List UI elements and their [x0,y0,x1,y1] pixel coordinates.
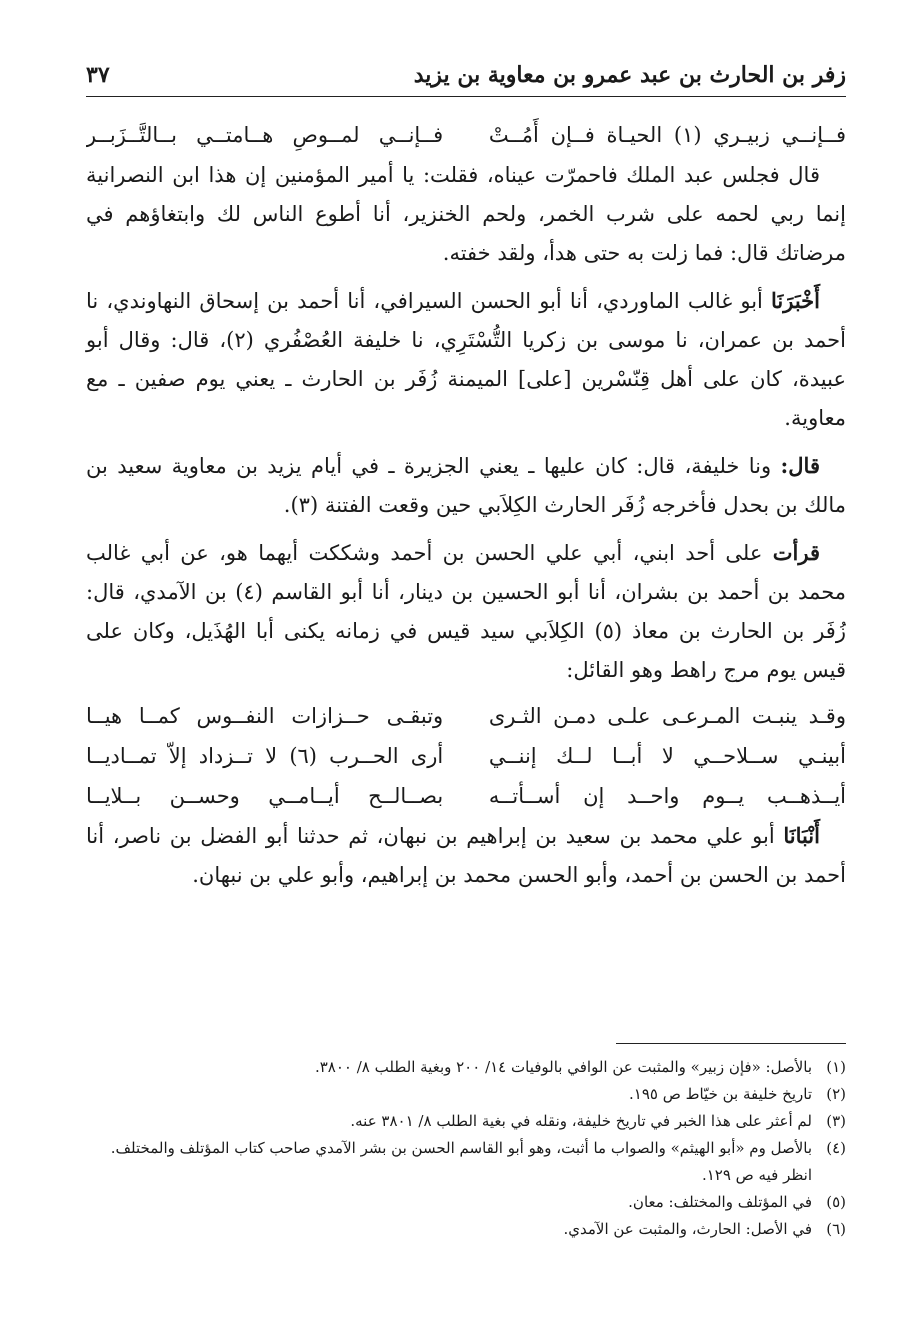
paragraph-text: على أحد ابني، أبي علي الحسن بن أحمد وشككت أيهما هو، عن أبي غالب محمد بن أحمد بن بشران، أنا أبو الحسين بن دينار، أنا أبو القاسم (٤) بن الآمدي، قال: زُفَر بن الحارث بن معاذ (٥) الكِلاَبي سيد قيس في زمانه يكنى أبا الهُذَيل، وكان على قيس يوم مرج راهط وهو القائل: [86,541,846,682]
paragraph-lead: قرأت [772,540,820,565]
verse-second-hemistich: فــإنــي لمــوصِ هــامتــي بــالتَّــزَبــر [86,123,444,147]
paragraph [86,281,846,438]
paragraph-lead: أَخْبَرَنَا [771,288,820,313]
running-title: زفر بن الحارث بن عبد عمرو بن معاوية بن يزيد [413,62,846,88]
verse-second-hemistich: وتبقـى حــزازات النفــوس كمــا هيــا [86,704,444,728]
verse-line [86,696,846,736]
verse-first-hemistich: أبينـي ســلاحــي لا أبــا لــك إننــي [488,744,846,768]
footnote-number: (٦) [826,1220,846,1238]
footnote-text: في المؤتلف والمختلف: معان. [628,1193,812,1211]
verse-second-hemistich: بصــالــح أيــامــي وحســن بــلايــا [86,784,444,808]
footnote-text: بالأصل وم «أبو الهيثم» والصواب ما أثبت، وهو أبو القاسم الحسن بن بشر الآمدي صاحب كتاب المؤتلف والمختلف. انظر فيه ص ١٢٩. [110,1139,812,1184]
paragraph-text: أبو علي محمد بن سعيد بن إبراهيم بن نبهان، ثم حدثنا أبو الفضل بن ناصر، أنا أحمد بن الحسن بن أحمد، وأبو الحسن محمد بن إبراهيم، وأبو علي بن نبهان. [86,824,846,887]
paragraph-lead: قال: [780,453,820,478]
footnote [86,1135,846,1189]
footnotes [86,1054,846,1243]
page-header [86,54,846,94]
footnote-text: تاريخ خليفة بن خيّاط ص ١٩٥. [628,1085,812,1103]
footnote-number: (٤) [826,1139,846,1157]
paragraph [86,533,846,690]
footnote-rule [616,1043,846,1044]
verse-first-hemistich: أيــذهــب يــوم واحــد إن أســأتــه [488,784,846,808]
verse-second-hemistich: أرى الحــرب (٦) لا تــزداد إلاّ تمــاديــا [86,744,444,768]
header-rule [86,96,846,97]
footnote [86,1216,846,1243]
paragraph-text: ونا خليفة، قال: كان عليها ـ يعني الجزيرة ـ في أيام يزيد بن معاوية سعيد بن مالك بن بحدل فأخرجه زُفَر الحارث الكِلاَبي حين وقعت الفتنة (٣). [86,454,846,517]
paragraph [86,816,846,895]
footnote-text: في الأصل: الحارث، والمثبت عن الآمدي. [563,1220,812,1238]
verse-line [86,776,846,816]
paragraph [86,156,846,273]
footnote [86,1108,846,1135]
paragraph [86,446,846,525]
poem [86,696,846,816]
footnote-number: (٢) [826,1085,846,1103]
verse-line [86,114,846,156]
main-text [86,114,846,895]
footnote [86,1081,846,1108]
paragraph-text: أبو غالب الماوردي، أنا أبو الحسن السيرافي، أنا أحمد بن إسحاق النهاوندي، نا أحمد بن عمران، نا موسى بن زكريا التُّسْتَرِي، نا خليفة العُصْفُري (٢)، قال: وقال أبو عبيدة، كان على أهل قِنّسْرين [على] الميمنة زُفَر بن الحارث ـ يعني يوم صفين ـ مع معاوية. [86,289,846,430]
page-number: ٣٧ [86,62,110,88]
footnote [86,1189,846,1216]
footnote-text: لم أعثر على هذا الخبر في تاريخ خليفة، ونقله في بغية الطلب ٨/ ٣٨٠١ عنه. [350,1112,812,1130]
footnote-number: (٥) [826,1193,846,1211]
verse-first-hemistich: فــإنــي زبيـري (١) الحيـاة فــإن أَمُــتْ [488,123,846,147]
verse-first-hemistich: وقـد ينبـت المـرعـى علـى دمـن الثـرى [488,704,846,728]
footnote [86,1054,846,1081]
paragraph-lead: أَنْبَانَا [783,823,820,848]
footnote-number: (٣) [826,1112,846,1130]
footnote-text: بالأصل: «فإن زبير» والمثبت عن الوافي بالوفيات ١٤/ ٢٠٠ وبغية الطلب ٨/ ٣٨٠٠. [314,1058,812,1076]
paragraph-text: قال فجلس عبد الملك فاحمرّت عيناه، فقلت: يا أمير المؤمنين إن هذا ابن النصرانية إنما ربي لحمه على شرب الخمر، ولحم الخنزير، أنا أطوع الناس لك وابتغاؤهم في مرضاتك قال: فما زلت به حتى هدأ، ولقد خفته. [86,163,846,265]
verse-line [86,736,846,776]
footnote-number: (١) [826,1058,846,1076]
